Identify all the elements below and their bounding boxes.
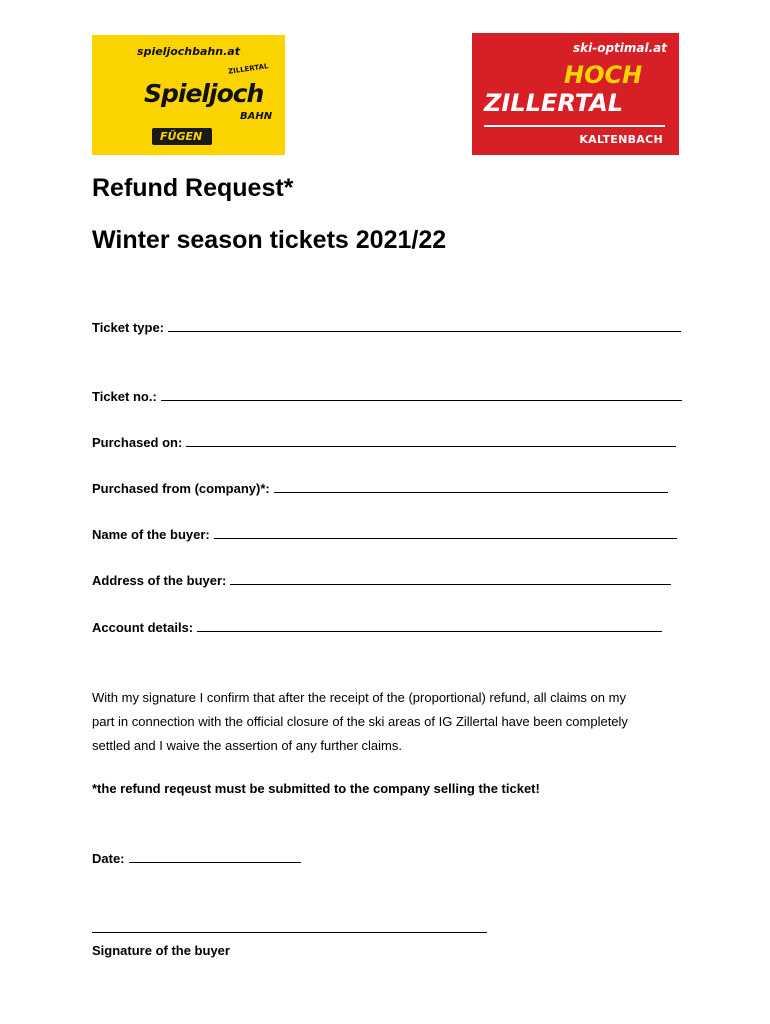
confirmation-statement: [92, 686, 692, 758]
account-details-input-line[interactable]: [197, 620, 662, 632]
buyer-address-field: [92, 573, 671, 589]
signature-line[interactable]: [92, 932, 487, 933]
purchased-on-field: [92, 435, 676, 451]
buyer-name-field: [92, 527, 677, 543]
purchased-from-field: [92, 481, 668, 497]
purchased-on-input-line[interactable]: [186, 435, 676, 447]
hochzillertal-logo: [472, 33, 679, 155]
logo-left-region: ZILLERTAL: [227, 62, 269, 76]
refund-note: *the refund reqeust must be submitted to the company selling the ticket!: [92, 781, 540, 796]
date-label: Date:: [92, 851, 125, 866]
purchased-from-input-line[interactable]: [274, 481, 668, 493]
purchased-on-label: Purchased on:: [92, 435, 183, 450]
logo-left-site: spieljochbahn.at: [137, 45, 240, 58]
buyer-address-input-line[interactable]: [230, 573, 671, 585]
purchased-from-label: Purchased from (company)*:: [92, 481, 270, 496]
logo-right-site: ski-optimal.at: [572, 41, 667, 55]
page-subtitle: Winter season tickets 2021/22: [92, 226, 447, 254]
date-input-line[interactable]: [129, 851, 301, 863]
page-title: Refund Request*: [92, 174, 294, 202]
date-field: [92, 851, 301, 867]
statement-line-1: With my signature I confirm that after the receipt of the (proportional) refund, all claims on my: [92, 690, 626, 705]
ticket-type-field: [92, 320, 681, 336]
ticket-no-input-line[interactable]: [161, 389, 682, 401]
account-details-field: [92, 620, 662, 636]
logo-right-rule: [484, 125, 665, 127]
logo-right-line2: ZILLERTAL: [484, 89, 624, 117]
ticket-type-label: Ticket type:: [92, 320, 165, 335]
account-details-label: Account details:: [92, 620, 194, 635]
ticket-no-field: [92, 389, 682, 405]
spieljochbahn-logo: [92, 35, 285, 155]
buyer-address-label: Address of the buyer:: [92, 573, 227, 588]
ticket-no-label: Ticket no.:: [92, 389, 157, 404]
logo-right-town: KALTENBACH: [579, 133, 663, 146]
buyer-name-label: Name of the buyer:: [92, 527, 210, 542]
statement-line-3: settled and I waive the assertion of any further claims.: [92, 738, 402, 753]
logo-left-brand: Spieljoch: [144, 79, 264, 108]
buyer-name-input-line[interactable]: [214, 527, 677, 539]
statement-line-2: part in connection with the official closure of the ski areas of IG Zillertal have been completely: [92, 714, 628, 729]
logo-left-sub: BAHN: [240, 111, 273, 122]
signature-label: Signature of the buyer: [92, 943, 230, 958]
logo-right-line1: HOCH: [564, 61, 643, 89]
logo-left-town: FÜGEN: [152, 128, 212, 145]
ticket-type-input-line[interactable]: [168, 320, 681, 332]
